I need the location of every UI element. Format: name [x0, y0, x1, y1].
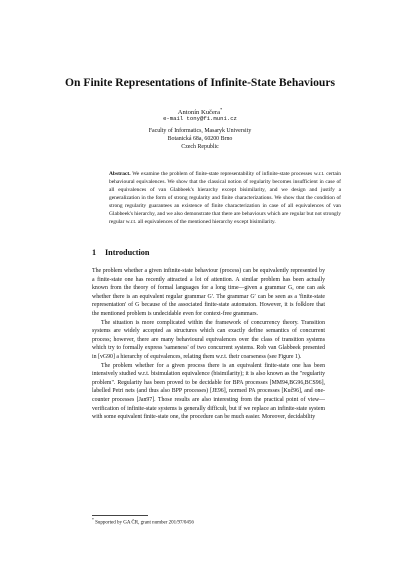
footnote-text: Supported by GA ČR, grant number 201/97/0456	[95, 520, 194, 526]
footnote-rule	[92, 515, 148, 516]
paragraph-2: The situation is more complicated within the framework of concurrency theory. Transition systems are widely accepted as structures which can exactly define semantics of concurrent process; however, there are many behavioural equivalences over the class of transition systems which try to formally express 'sameness' of two concurrent systems. Rob van Glabbeek presented in [vG90] a hierarchy of equivalences, relating them w.r.t. their coarseness (see Figure 1).	[92, 319, 325, 360]
affiliation-line-2: Botanická 68a, 60200 Brno	[167, 136, 233, 142]
paragraph-1: The problem whether a given infinite-state behaviour (process) can be equivalently represented by a finite-state one has recently attracted a lot of attention. A similar problem has been actually known from the theory of formal languages for a long time—given a grammar G, one can ask whether there is an equivalent regular grammar G′. The grammar G′ can be seen as a 'finite-state representation' of G because of the associated finite-state automaton. However, it is folklore that the mentioned problem is undecidable even for context-free grammars.	[92, 268, 325, 317]
section-number: 1	[92, 248, 97, 257]
author-footnote-mark: *	[220, 107, 223, 112]
abstract	[109, 170, 341, 226]
paragraph-3: The problem whether for a given process there is an equivalent finite-state one has been intensively studied w.r.t. bisimulation equivalence (bisimilarity); it is also known as the "regularity problem". Regularity has been proved to be decidable for BPA processes [MM94,BG96,BCS96], labelled Petri nets (and thus also BPP processes) [JE96], normed PA processes [Kuč96], and one-counter processes [Jan97]. Those results are also interesting from the practical point of view—verification of infinite-state systems is generally difficult, but if we replace an infinite-state system with some equivalent finite-state one, the procedure can be much easier. Moreover, decidability	[92, 362, 325, 421]
footnote-mark: *	[92, 518, 94, 522]
section-title: Introduction	[105, 248, 150, 257]
paper-title: On Finite Representations of Infinite-State Behaviours	[65, 76, 335, 89]
section-heading	[92, 248, 149, 257]
abstract-text: We examine the problem of finite-state representability of infinite-state processes w.r.t. certain behavioural equivalences. We show that the classical notion of regularity becomes insufficient in case of all equivalences of van Glabbeek's hierarchy except bisimilarity, and we design and justify a generalization in the form of strong regularity and finite characterizations. We show that the condition of strong regularity guarantees an existence of finite characterization in case of all equivalences of van Glabbeek's hierarchy, and we also demonstrate that there are behaviours which are regular but not strongly regular w.r.t. all equivalences of the mentioned hierarchy except bisimilarity.	[109, 171, 341, 226]
author-email: e-mail tony@fi.muni.cz	[163, 115, 237, 122]
footnote	[92, 518, 194, 526]
author-name: Antonín Kučera	[177, 109, 221, 117]
affiliation-line-3: Czech Republic	[181, 144, 219, 150]
affiliation-line-1: Faculty of Informatics, Masaryk University	[148, 128, 252, 134]
abstract-label: Abstract.	[109, 171, 131, 177]
body-text	[92, 267, 325, 422]
